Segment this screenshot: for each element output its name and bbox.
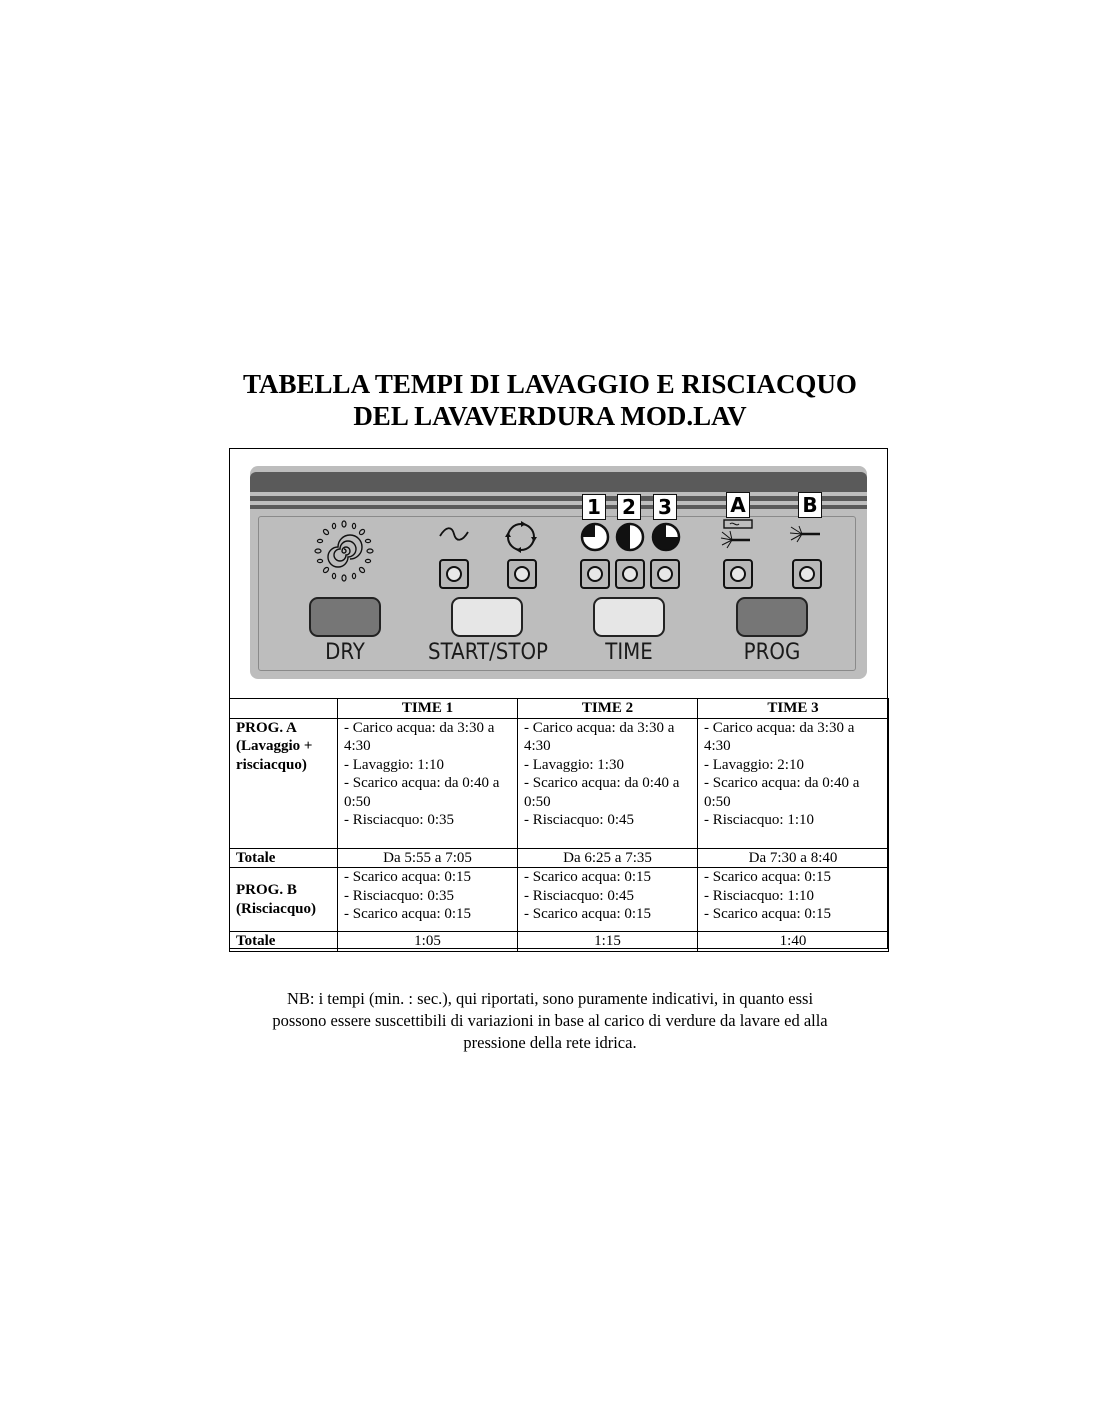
wave-icon	[438, 524, 470, 544]
cell-line: - Scarico acqua: 0:15	[524, 869, 652, 885]
totale-a-time-3: Da 7:30 a 8:40	[698, 848, 889, 868]
header-time-1: TIME 1	[338, 699, 518, 719]
totale-a-label: Totale	[230, 848, 338, 868]
times-table	[229, 698, 889, 952]
totale-b-time-1: 1:05	[338, 932, 518, 952]
time-label: TIME	[605, 640, 653, 665]
cell-line: - Carico acqua: da 3:30 a 4:30	[704, 719, 855, 754]
cell-line: - Lavaggio: 1:30	[524, 756, 624, 773]
cell-line: - Scarico acqua: 0:15	[344, 869, 472, 885]
prog-a-label-line: PROG. A	[236, 719, 297, 736]
time-2-indicator-led	[615, 559, 645, 589]
prog-a-time-1-cell	[338, 718, 518, 848]
wash-indicator-led	[439, 559, 469, 589]
prog-a-indicator-led	[723, 559, 753, 589]
cell-line: - Scarico acqua: 0:15	[704, 906, 832, 922]
prog-letter-b: B	[798, 492, 822, 518]
cell-line: - Lavaggio: 2:10	[704, 756, 804, 773]
prog-b-time-3-cell	[698, 868, 889, 932]
dry-button	[309, 597, 381, 637]
totale-a-time-2: Da 6:25 a 7:35	[518, 848, 698, 868]
time-number-2: 2	[617, 494, 641, 520]
half-clock-icon	[615, 522, 645, 552]
totale-b-time-3: 1:40	[698, 932, 889, 952]
three-quarter-clock-icon	[651, 522, 681, 552]
cell-line: - Scarico acqua: da 0:40 a 0:50	[344, 775, 500, 810]
prog-b-indicator-led	[792, 559, 822, 589]
note-paragraph	[0, 988, 1100, 1054]
time-number-3: 3	[653, 494, 677, 520]
cell-line: - Scarico acqua: da 0:40 a 0:50	[704, 775, 860, 810]
cycle-arrows-icon	[504, 520, 538, 554]
time-button	[593, 597, 665, 637]
cell-line: - Risciacquo: 0:45	[524, 887, 634, 904]
note-line-3: pressione della rete idrica.	[463, 1033, 637, 1052]
control-panel-image	[250, 466, 867, 679]
cell-line: - Risciacquo: 1:10	[704, 812, 814, 828]
cell-line: - Scarico acqua: 0:15	[344, 906, 472, 922]
cell-line: - Risciacquo: 0:45	[524, 812, 634, 828]
time-3-indicator-led	[650, 559, 680, 589]
note-line-2: possono essere suscettibili di variazioni in base al carico di verdure da lavare ed alla	[272, 1011, 828, 1030]
prog-b-time-2-cell	[518, 868, 698, 932]
cell-line: - Lavaggio: 1:10	[344, 756, 444, 773]
cell-line: - Scarico acqua: 0:15	[704, 869, 832, 885]
title-line-1: TABELLA TEMPI DI LAVAGGIO E RISCIACQUO	[243, 369, 857, 399]
cycle-indicator-led	[507, 559, 537, 589]
cell-line: - Scarico acqua: 0:15	[524, 906, 652, 922]
prog-a-label-line: risciacquo)	[236, 756, 307, 773]
header-empty	[230, 699, 338, 719]
totale-b-time-2: 1:15	[518, 932, 698, 952]
cell-line: - Carico acqua: da 3:30 a 4:30	[524, 719, 675, 754]
page-title	[0, 368, 1100, 432]
title-line-2: DEL LAVAVERDURA MOD.LAV	[353, 401, 747, 431]
prog-a-label	[230, 718, 338, 848]
panel-stripe-3	[250, 505, 867, 509]
prog-label: PROG	[743, 640, 801, 665]
prog-a-time-2-cell	[518, 718, 698, 848]
start-stop-label: START/STOP	[428, 640, 548, 665]
prog-b-label-line: (Risciacquo)	[236, 900, 316, 917]
header-time-2: TIME 2	[518, 699, 698, 719]
totale-a-time-1: Da 5:55 a 7:05	[338, 848, 518, 868]
panel-top-stripe	[250, 472, 867, 492]
time-1-indicator-led	[580, 559, 610, 589]
table-row-totale-a	[230, 848, 889, 868]
quarter-clock-icon	[580, 522, 610, 552]
prog-b-label-line: PROG. B	[236, 882, 297, 898]
header-time-3: TIME 3	[698, 699, 889, 719]
rinse-spray-icon	[788, 524, 824, 544]
prog-button	[736, 597, 808, 637]
cell-line: - Carico acqua: da 3:30 a 4:30	[344, 719, 495, 754]
prog-b-time-1-cell	[338, 868, 518, 932]
prog-a-time-3-cell	[698, 718, 889, 848]
cell-line: - Scarico acqua: da 0:40 a 0:50	[524, 775, 680, 810]
cell-line: - Risciacquo: 1:10	[704, 887, 814, 904]
dry-label: DRY	[325, 640, 365, 665]
prog-a-label-line: (Lavaggio +	[236, 738, 313, 754]
time-number-1: 1	[582, 494, 606, 520]
table-row-prog-a	[230, 718, 889, 848]
cell-line: - Risciacquo: 0:35	[344, 812, 454, 828]
table-header-row	[230, 699, 889, 719]
cell-line: - Risciacquo: 0:35	[344, 887, 454, 904]
totale-b-label: Totale	[230, 932, 338, 952]
panel-stripe-2	[250, 496, 867, 501]
table-row-totale-b	[230, 932, 889, 952]
table-row-prog-b	[230, 868, 889, 932]
dry-spiral-icon	[312, 518, 376, 584]
prog-letter-a: A	[726, 492, 750, 518]
prog-b-label	[230, 868, 338, 932]
note-line-1: NB: i tempi (min. : sec.), qui riportati, sono puramente indicativi, in quanto essi	[286, 989, 814, 1008]
start-stop-button	[451, 597, 523, 637]
wash-spray-icon	[720, 518, 756, 550]
